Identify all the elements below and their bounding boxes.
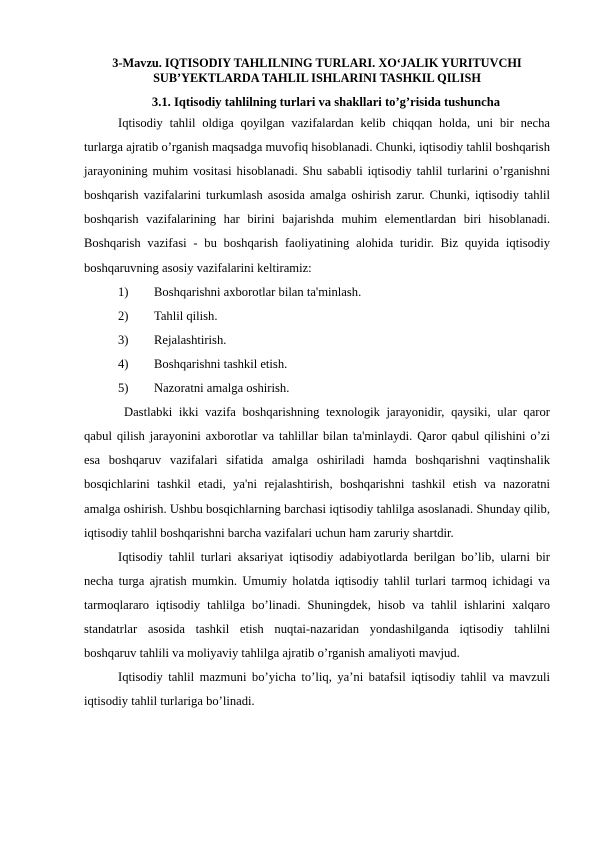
section-title: 3.1. Iqtisodiy tahlilning turlari va shakllari to’g’risida tushuncha (151, 95, 501, 109)
topic-heading-line-1: 3-Mavzu. IQTISODIY TAHLILNING TURLARI. XO‘JALIK YURITUVCHI (112, 56, 522, 70)
management-tasks-list (84, 280, 550, 400)
paragraph-3: Iqtisodiy tahlil turlari aksariyat iqtisodiy adabiyotlarda berilgan bo’lib, ularni bir necha turga ajratish mumkin. Umumiy holatda iqtisodiy tahlil turlari tarmoq ichidagi va tarmoqlararo iqtisodiy tahlilga bo’linadi. Shuningdek, hisob va tahlil ishlarini xalqaro standatrlar asosida tashkil etish nuqtai-nazaridan yondashilganda iqtisodiy tahlilni boshqaruv tahlili va moliyaviy tahlilga ajratib o’rganish amaliyoti mavjud. (84, 549, 550, 661)
list-item-number: 1) (118, 284, 129, 299)
paragraph-2: Dastlabki ikki vazifa boshqarishning texnologik jarayonidir, qaysiki, ular qaror qabul qilish jarayonini axborotlar va tahlillar bilan ta'minlaydi. Qaror qabul qilishini o’zi esa boshqaruv vazifalari sifatida amalga oshiriladi hamda boshqarishni vaqtinshalik bosqichlarini tashkil etadi, ya'ni rejalashtirish, boshqarishni tashkil etish va nazoratni amalga oshirish. Ushbu bosqichlarning barchasi iqtisodiy tahlilga asoslanadi. Shunday qilib, iqtisodiy tahlil boshqarishni barcha vazifalari uchun ham zaruriy shartdir. (84, 405, 550, 540)
list-item-number: 5) (118, 381, 129, 396)
topic-heading-line-2: SUB’YEKTLARDA TAHLIL ISHLARINI TASHKIL QILISH (153, 70, 481, 85)
list-item-text: Boshqarishni tashkil etish. (154, 356, 288, 371)
paragraph-1: Iqtisodiy tahlil oldiga qoyilgan vazifalardan kelib chiqqan holda, uni bir necha turlarga ajratib o’rganish maqsadga muvofiq hisoblanadi. Chunki, iqtisodiy tahlil boshqarish jarayonining muhim vositasi hisoblanadi. Shu sababli iqtisodiy tahlil turlarini o’rganishni boshqarish vazifalarini turkumlash asosida amalga oshirish zarur. Chunki, iqtisodiy tahlil boshqarish vazifalarining har birini bajarishda muhim elementlardan biri hisoblanadi. Boshqarish vazifasi - bu boshqarish faoliyatining alohida turidir. Biz quyida iqtisodiy boshqaruvning asosiy vazifalarini keltiramiz: (84, 116, 550, 275)
list-item-text: Boshqarishni axborotlar bilan ta'minlash. (154, 284, 362, 299)
list-item-text: Tahlil qilish. (154, 308, 218, 323)
list-item (84, 280, 550, 304)
list-item (84, 376, 550, 400)
list-item (84, 304, 550, 328)
topic-heading (84, 56, 550, 85)
list-item (84, 352, 550, 376)
list-item-number: 2) (118, 308, 129, 323)
list-item (84, 328, 550, 352)
list-item-text: Nazoratni amalga oshirish. (154, 381, 290, 396)
paragraph-4: Iqtisodiy tahlil mazmuni bo’yicha to’liq, ya’ni batafsil iqtisodiy tahlil va mavzuli iqtisodiy tahlil turlariga bo’linadi. (84, 670, 550, 709)
list-item-number: 4) (118, 356, 129, 371)
list-item-text: Rejalashtirish. (154, 332, 227, 347)
list-item-number: 3) (118, 332, 129, 347)
